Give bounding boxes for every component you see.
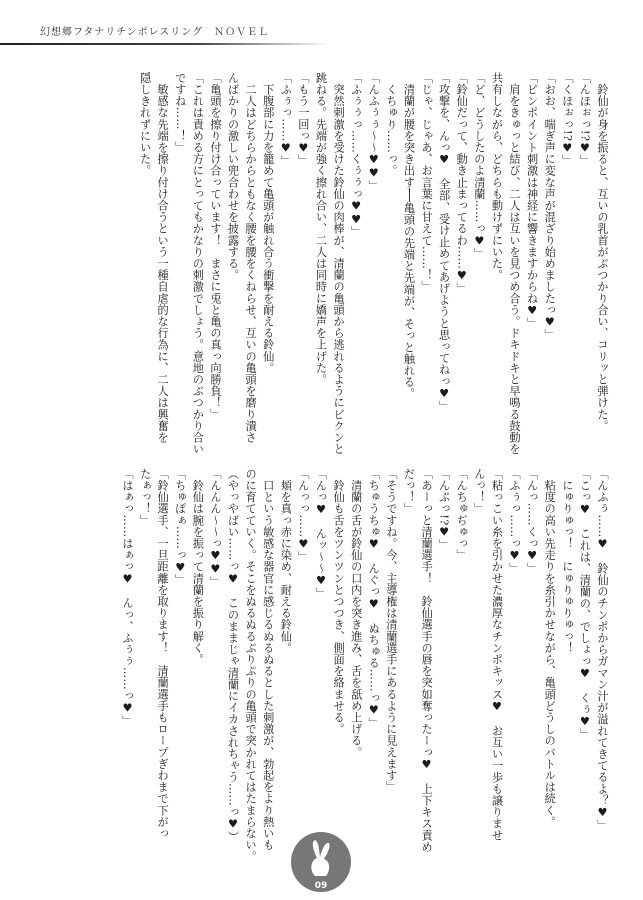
upper-line: 「もう一回っ♥」	[296, 72, 310, 167]
lower-line: 「そうですね。今、主導権は清蘭選手にあるように見えます」	[384, 468, 398, 793]
rabbit-emblem-icon	[289, 830, 353, 894]
upper-line: 突然刺激を受けた鈴仙の肉棒が、清蘭の亀頭から逃れるようにビクンと	[332, 72, 346, 455]
upper-line: 「んほぉっ!?♥」	[578, 72, 592, 167]
page-number: 09	[314, 881, 328, 891]
lower-line: 鈴仙も舌をツンツンとつつき、側面を絡ませる。	[332, 468, 346, 735]
upper-line: 「ふぅっ……♥」	[279, 72, 293, 167]
upper-line: 「亀頭を擦り付け合っています！ まさに兎と亀の真っ向勝負！」	[208, 72, 222, 420]
upper-line: ですね……！」	[173, 72, 187, 154]
lower-line: 「んちゅぢゅっ」	[455, 468, 469, 561]
upper-line: 「ピンポイント刺激は神経に響きますからね♥」	[525, 72, 539, 329]
lower-line: 「こっ♥ これは、清蘭の、でしょっ♥ くぅ♥」	[578, 468, 592, 741]
lower-line: 「んぷっ!?♥」	[437, 468, 451, 551]
lower-line: 清蘭の舌が鈴仙の口内を突き進み、舌を舐め上げる。	[349, 468, 363, 758]
upper-line: 「攻撃を、んっ♥ 全部、受け止めてあげようと思ってねっ♥」	[437, 72, 451, 412]
upper-line: 「おお、喘ぎ声に変な声が混ざり始めましたっ♥」	[543, 72, 557, 341]
text-block-lower	[118, 468, 611, 863]
upper-line: 跳ねる。先端が強く擦れ合い、二人は同時に嬌声を上げた。	[314, 72, 328, 386]
lower-line: 「あーっと清蘭選手！ 鈴仙選手の唇を突如奪ったーっ♥ 上下キス責め	[420, 468, 434, 853]
upper-line: 肩をきゅっと結び、二人は互いを見つめ合う。ドキドキと早鳴る鼓動を	[508, 72, 522, 455]
lower-line: 口という敏感な器官に感じるぬるぬるとした刺激が、勃起をより熱いも	[261, 468, 275, 851]
upper-line: 「これは責める方にとってもかなりの刺激でしょう。意地のぶつかり合い	[191, 72, 205, 455]
upper-line: 「ど、どうしたのよ清蘭……っ♥」	[472, 72, 486, 260]
upper-line: 「じゃ、じゃあ、お言葉に甘えて……！」	[420, 72, 434, 293]
lower-line: のに育てていく。そこをぬるぬるぷりぷりの亀頭で突かれてはたまらない。	[244, 468, 258, 863]
upper-line: 鈴仙が身を振ると、互いの乳首がぶつかり合い、コリッと弾けた。	[596, 72, 609, 432]
upper-line: 二人はどちらからともなく腰を腰をくねらせ、互いの亀頭を磨り潰さ	[244, 72, 258, 444]
running-header: 幻想郷フタナリチンポレスリング ＮＯＶＥＬ	[40, 27, 270, 38]
lower-line: 「はぁっ……はぁっ♥ んっ、ふぅぅ……っ♥」	[120, 468, 134, 727]
upper-line: 「くほぉっ!?♥」	[560, 72, 574, 167]
lower-line: にゅりゅっ！ にゅりゅりゅっ！	[560, 468, 574, 654]
lower-line: 「ちゅうちゅ♥ んぐっ♥ ぬちゅる……っ♥」	[367, 468, 381, 729]
upper-line: 「鈴仙だって、動き止まってるわ……♥」	[455, 72, 469, 295]
lower-line: 「んっっ……♥」	[296, 468, 310, 563]
upper-line: 「ふぅぅっ……くぅぅっ♥♥」	[349, 72, 363, 238]
lower-line: 「粘っこい糸を引かせた濃厚なチンポキッス♥ お互い一歩も譲りませ	[490, 468, 504, 841]
lower-line: 「んんん～～っ♥♥」	[208, 468, 222, 588]
lower-line: 鈴仙は腕を振って清蘭を振り解く。	[191, 468, 205, 666]
upper-line: くちゅり……っ。	[384, 72, 398, 177]
lower-line: 「鈴仙選手、一旦距離を取ります！ 清蘭選手もロープぎわまで下がっ	[156, 468, 170, 840]
lower-line: （やっやばい……っ♥ このままじゃ清蘭にイカされちゃう……っ♥）	[226, 468, 240, 843]
upper-line: 共有しながら、どちらも動けずにいた。	[490, 72, 504, 281]
upper-line: 「んふぅぅ～～♥♥」	[367, 72, 381, 192]
upper-line: 隠しきれずにいた。	[138, 72, 152, 177]
lower-line: 「んふぅ……♥ 鈴仙のチンポからガマン汁が溢れてきてるよ？♥」	[596, 468, 609, 832]
lower-line: 「ちゅぽぁ……っ♥」	[173, 468, 187, 586]
lower-line: 頬を真っ赤に染め、耐える鈴仙。	[279, 468, 293, 654]
lower-line: 「んっ……くっ♥」	[525, 468, 539, 575]
lower-line: 粘度の高い先走りを糸引かせながら、亀頭どうしのバトルは続く。	[543, 468, 557, 828]
text-block-upper	[136, 72, 611, 455]
lower-line: たぁっ！」	[138, 468, 152, 526]
lower-line: だっ！」	[402, 468, 416, 515]
upper-line: 下腹部に力を籠めて亀頭が触れ合う衝撃を耐える鈴仙。	[261, 72, 275, 374]
header-rule	[0, 43, 330, 45]
lower-line: 「んっ♥ んッ～～♥」	[314, 468, 328, 600]
upper-line: 清蘭が腰を突き出す──亀頭の先端と先端が、そっと触れる。	[402, 72, 416, 400]
upper-line: 敏感な先端を擦り付け合うという一種自虐的な行為に、二人は興奮を	[156, 72, 170, 444]
upper-line: んばかりの激しい兜合わせを披露する。	[226, 72, 240, 281]
lower-line: んっ！」	[472, 468, 486, 515]
lower-line: 「ふぅっ……っ♥」	[508, 468, 522, 575]
